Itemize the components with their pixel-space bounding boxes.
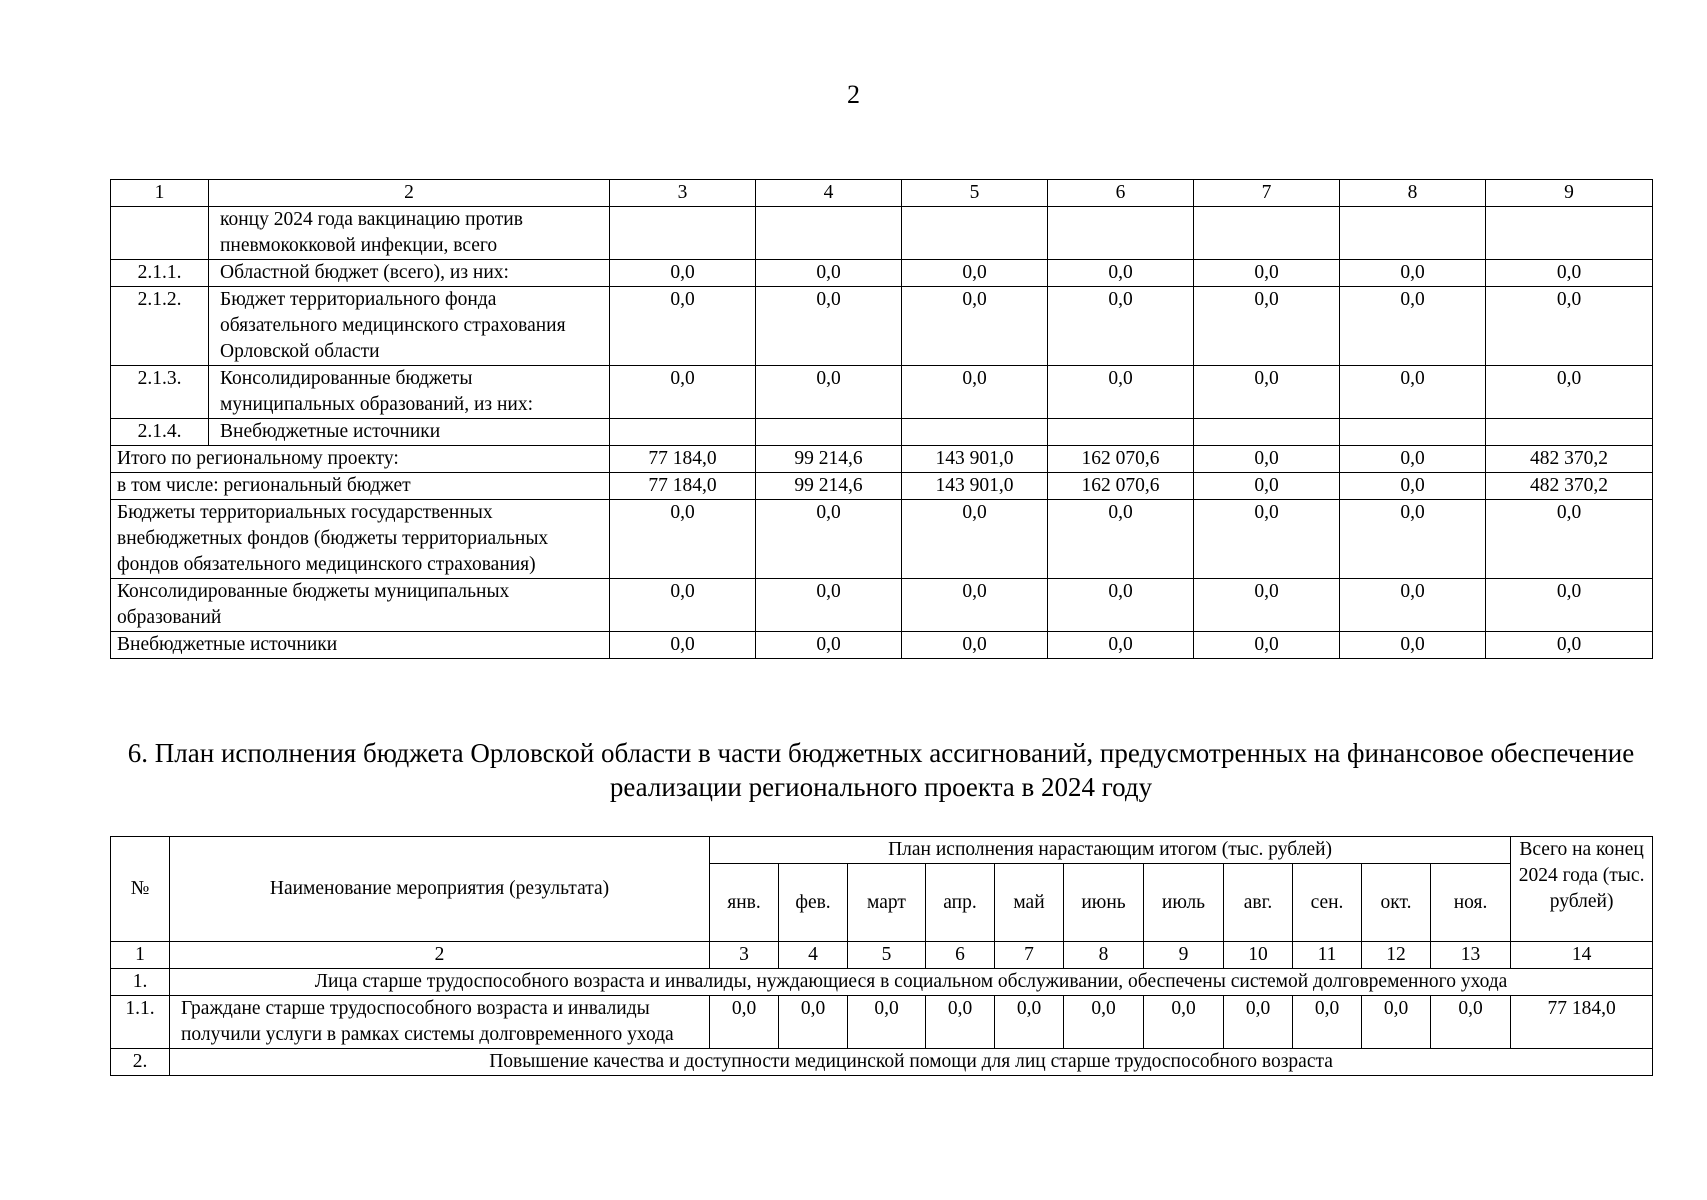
row-name: Граждане старше трудоспособного возраста и инвалиды получили услуги в рамках системы долговременного ухода	[170, 996, 710, 1049]
total-header: Всего на конец 2024 года (тыс. рублей)	[1511, 837, 1653, 942]
value-cell: 0,0	[756, 579, 902, 632]
total-row	[111, 632, 1653, 659]
value-cell	[1048, 207, 1194, 260]
row-name: в том числе: региональный бюджет	[111, 473, 610, 500]
column-number-cell: 6	[1048, 180, 1194, 207]
column-number-cell: 14	[1511, 942, 1653, 969]
name-header: Наименование мероприятия (результата)	[170, 837, 710, 942]
section-title: Повышение качества и доступности медицинской помощи для лиц старше трудоспособного возраста	[170, 1049, 1653, 1076]
column-number-cell: 11	[1293, 942, 1362, 969]
value-cell: 0,0	[756, 287, 902, 366]
value-cell	[902, 207, 1048, 260]
value-cell: 0,0	[1194, 500, 1340, 579]
table-header-row	[111, 180, 1653, 207]
row-number	[111, 207, 209, 260]
value-cell: 0,0	[610, 500, 756, 579]
value-cell	[1340, 207, 1486, 260]
total-row	[111, 473, 1653, 500]
column-number-cell: 4	[756, 180, 902, 207]
value-cell: 0,0	[756, 500, 902, 579]
section-6-heading: 6. План исполнения бюджета Орловской области в части бюджетных ассигнований, предусмотренных на финансовое обеспечение реализации регионального проекта в 2024 году	[127, 738, 1635, 802]
value-cell: 0,0	[902, 366, 1048, 419]
column-number-cell: 9	[1144, 942, 1224, 969]
value-cell: 0,0	[1194, 446, 1340, 473]
total-row	[111, 500, 1653, 579]
value-cell: 0,0	[1048, 579, 1194, 632]
value-cell: 0,0	[1340, 446, 1486, 473]
month-header: окт.	[1362, 864, 1431, 942]
value-cell: 0,0	[1340, 579, 1486, 632]
value-cell: 0,0	[1194, 632, 1340, 659]
value-cell: 0,0	[1486, 632, 1653, 659]
column-number-cell: 3	[610, 180, 756, 207]
table-row	[111, 366, 1653, 419]
row-number: 2.	[111, 1049, 170, 1076]
section-title: Лица старше трудоспособного возраста и инвалиды, нуждающиеся в социальном обслуживании, обеспечены системой долговременного ухода	[170, 969, 1653, 996]
month-header: янв.	[710, 864, 779, 942]
value-cell: 0,0	[1486, 260, 1653, 287]
month-header: авг.	[1224, 864, 1293, 942]
value-cell: 0,0	[710, 996, 779, 1049]
value-cell: 99 214,6	[756, 473, 902, 500]
column-number-cell: 4	[779, 942, 848, 969]
column-number-cell: 5	[848, 942, 926, 969]
month-header: сен.	[1293, 864, 1362, 942]
value-cell	[756, 207, 902, 260]
row-name: Внебюджетные источники	[209, 419, 610, 446]
column-number-cell: 7	[1194, 180, 1340, 207]
row-name: Внебюджетные источники	[111, 632, 610, 659]
value-cell	[1486, 207, 1653, 260]
value-cell	[1486, 419, 1653, 446]
number-header: №	[111, 837, 170, 942]
value-cell	[610, 207, 756, 260]
value-cell: 0,0	[1194, 579, 1340, 632]
value-cell: 0,0	[995, 996, 1064, 1049]
value-cell: 0,0	[1194, 287, 1340, 366]
value-cell: 0,0	[610, 260, 756, 287]
section-row	[111, 1049, 1653, 1076]
value-cell: 0,0	[1194, 260, 1340, 287]
table-row	[111, 260, 1653, 287]
row-name: Областной бюджет (всего), из них:	[209, 260, 610, 287]
total-row	[111, 579, 1653, 632]
value-cell: 0,0	[1048, 366, 1194, 419]
value-cell: 0,0	[1048, 260, 1194, 287]
month-header: июль	[1144, 864, 1224, 942]
value-cell: 0,0	[902, 287, 1048, 366]
value-cell: 0,0	[902, 500, 1048, 579]
value-cell: 0,0	[1340, 287, 1486, 366]
column-numbers-row	[111, 942, 1653, 969]
table-row	[111, 419, 1653, 446]
month-header: июнь	[1064, 864, 1144, 942]
value-cell: 0,0	[1293, 996, 1362, 1049]
value-cell	[902, 419, 1048, 446]
value-cell: 99 214,6	[756, 446, 902, 473]
month-header: фев.	[779, 864, 848, 942]
table-row	[111, 996, 1653, 1049]
row-number: 1.	[111, 969, 170, 996]
column-number-cell: 2	[209, 180, 610, 207]
month-header: ноя.	[1431, 864, 1511, 942]
value-cell	[610, 419, 756, 446]
page-number: 2	[847, 80, 860, 109]
value-cell: 0,0	[1486, 500, 1653, 579]
table-row	[111, 207, 1653, 260]
value-cell	[1048, 419, 1194, 446]
section-row	[111, 969, 1653, 996]
value-cell: 482 370,2	[1486, 446, 1653, 473]
value-cell: 0,0	[1224, 996, 1293, 1049]
value-cell: 162 070,6	[1048, 473, 1194, 500]
value-cell: 0,0	[610, 579, 756, 632]
column-number-cell: 7	[995, 942, 1064, 969]
value-cell: 0,0	[610, 287, 756, 366]
row-name: Итого по региональному проекту:	[111, 446, 610, 473]
column-number-cell: 12	[1362, 942, 1431, 969]
header-row	[111, 837, 1653, 864]
value-cell: 482 370,2	[1486, 473, 1653, 500]
column-number-cell: 10	[1224, 942, 1293, 969]
value-cell: 0,0	[1486, 366, 1653, 419]
row-name: Консолидированные бюджеты муниципальных образований, из них:	[209, 366, 610, 419]
value-cell: 0,0	[756, 366, 902, 419]
budget-plan-table	[110, 836, 1653, 1076]
financing-table	[110, 179, 1653, 659]
value-cell: 0,0	[1486, 287, 1653, 366]
value-cell: 0,0	[902, 260, 1048, 287]
value-cell: 0,0	[848, 996, 926, 1049]
value-cell: 0,0	[1340, 366, 1486, 419]
row-number: 2.1.1.	[111, 260, 209, 287]
row-name: концу 2024 года вакцинацию против пневмококковой инфекции, всего	[209, 207, 610, 260]
value-cell: 0,0	[1064, 996, 1144, 1049]
row-name: Консолидированные бюджеты муниципальных образований	[111, 579, 610, 632]
value-cell: 0,0	[1048, 500, 1194, 579]
value-cell: 0,0	[1486, 579, 1653, 632]
value-cell: 0,0	[902, 632, 1048, 659]
column-number-cell: 8	[1064, 942, 1144, 969]
row-number: 1.1.	[111, 996, 170, 1049]
value-cell: 0,0	[902, 579, 1048, 632]
value-cell: 0,0	[1048, 632, 1194, 659]
column-number-cell: 5	[902, 180, 1048, 207]
value-cell: 0,0	[1194, 473, 1340, 500]
value-cell	[756, 419, 902, 446]
total-row	[111, 446, 1653, 473]
value-cell	[1194, 207, 1340, 260]
value-cell: 0,0	[1340, 260, 1486, 287]
column-number-cell: 1	[111, 942, 170, 969]
table-row	[111, 287, 1653, 366]
month-header: апр.	[926, 864, 995, 942]
value-cell: 0,0	[1362, 996, 1431, 1049]
column-number-cell: 1	[111, 180, 209, 207]
plan-header: План исполнения нарастающим итогом (тыс. рублей)	[710, 837, 1511, 864]
value-cell: 0,0	[779, 996, 848, 1049]
month-header: май	[995, 864, 1064, 942]
value-cell: 143 901,0	[902, 446, 1048, 473]
value-cell: 0,0	[926, 996, 995, 1049]
row-name: Бюджеты территориальных государственных внебюджетных фондов (бюджеты территориальных фондов обязательного медицинского страхования)	[111, 500, 610, 579]
value-cell: 0,0	[1340, 500, 1486, 579]
value-cell: 0,0	[1340, 632, 1486, 659]
value-cell: 0,0	[1340, 473, 1486, 500]
value-cell: 0,0	[1048, 287, 1194, 366]
column-number-cell: 13	[1431, 942, 1511, 969]
column-number-cell: 9	[1486, 180, 1653, 207]
column-number-cell: 3	[710, 942, 779, 969]
value-cell: 0,0	[1431, 996, 1511, 1049]
column-number-cell: 6	[926, 942, 995, 969]
value-cell: 162 070,6	[1048, 446, 1194, 473]
value-cell: 0,0	[1194, 366, 1340, 419]
value-cell: 77 184,0	[610, 446, 756, 473]
value-cell	[1194, 419, 1340, 446]
month-header: март	[848, 864, 926, 942]
row-name: Бюджет территориального фонда обязательного медицинского страхования Орловской области	[209, 287, 610, 366]
column-number-cell: 2	[170, 942, 710, 969]
total-cell: 77 184,0	[1511, 996, 1653, 1049]
row-number: 2.1.3.	[111, 366, 209, 419]
value-cell: 0,0	[1144, 996, 1224, 1049]
value-cell: 77 184,0	[610, 473, 756, 500]
value-cell: 143 901,0	[902, 473, 1048, 500]
value-cell	[1340, 419, 1486, 446]
value-cell: 0,0	[756, 632, 902, 659]
row-number: 2.1.4.	[111, 419, 209, 446]
column-number-cell: 8	[1340, 180, 1486, 207]
value-cell: 0,0	[610, 632, 756, 659]
value-cell: 0,0	[610, 366, 756, 419]
row-number: 2.1.2.	[111, 287, 209, 366]
value-cell: 0,0	[756, 260, 902, 287]
